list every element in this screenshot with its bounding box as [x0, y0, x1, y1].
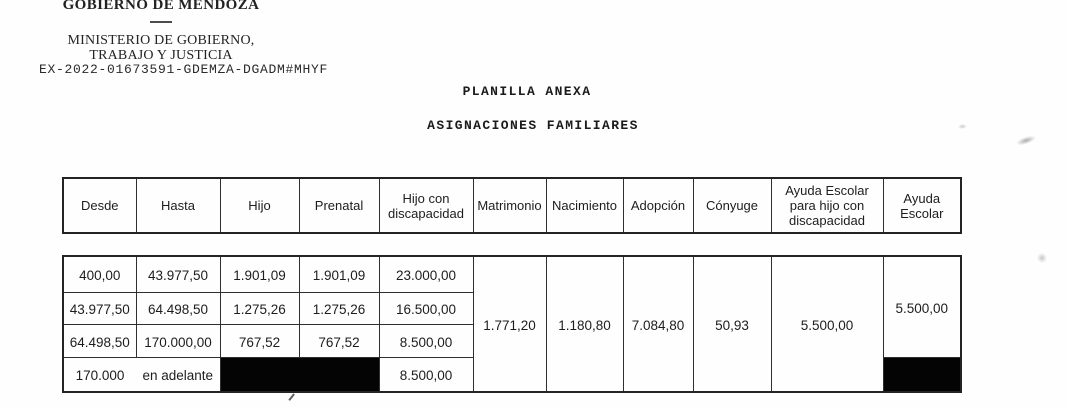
scan-smudge: [1015, 134, 1036, 147]
ministry-name-line1: MINISTERIO DE GOBIERNO,: [67, 33, 255, 48]
cell-prenatal: 1.275,26: [299, 292, 379, 324]
cell-adopcion: 7.084,80: [623, 256, 693, 392]
header-hijo-con-discapacidad: Hijo con discapacidad: [379, 178, 473, 233]
header-hasta: Hasta: [136, 178, 220, 233]
document-title: PLANILLA ANEXA: [462, 84, 592, 99]
asignaciones-table-header: [62, 177, 962, 234]
ministry-name-line2: TRABAJO Y JUSTICIA: [89, 48, 233, 63]
cell-hijo-discapacidad: 8.500,00: [379, 324, 473, 357]
redacted-cell-hijo-prenatal: [220, 357, 379, 392]
cell-hijo-discapacidad: 8.500,00: [379, 357, 473, 392]
header-hijo: Hijo: [220, 178, 299, 233]
cell-matrimonio: 1.771,20: [473, 256, 546, 392]
asignaciones-table-body: [62, 255, 962, 393]
org-name: GOBIERNO DE MENDOZA: [62, 0, 260, 13]
header-desde: Desde: [63, 178, 136, 233]
cell-hasta: 64.498,50: [136, 292, 220, 324]
letterhead: [0, 0, 322, 63]
cell-ayuda-escolar: 5.500,00: [883, 256, 961, 357]
cell-desde: 170.000: [63, 357, 136, 392]
header-ayuda-escolar-discapacidad: Ayuda Escolar para hijo con discapacidad: [771, 178, 883, 233]
cell-desde: 64.498,50: [63, 324, 136, 357]
document-subtitle: ASIGNACIONES FAMILIARES: [427, 118, 639, 133]
cell-ayuda-escolar-discapacidad: 5.500,00: [771, 256, 883, 392]
cell-desde: 43.977,50: [63, 292, 136, 324]
header-matrimonio: Matrimonio: [473, 178, 546, 233]
cell-hijo-discapacidad: 23.000,00: [379, 256, 473, 292]
header-row: [63, 178, 961, 233]
cell-prenatal: 1.901,09: [299, 256, 379, 292]
redacted-cell-ayuda-escolar: [883, 357, 961, 392]
cell-hasta: 170.000,00: [136, 324, 220, 357]
cell-hijo: 767,52: [220, 324, 299, 357]
cell-nacimiento: 1.180,80: [546, 256, 623, 392]
cell-conyuge: 50,93: [693, 256, 771, 392]
header-ayuda-escolar: Ayuda Escolar: [883, 178, 961, 233]
header-prenatal: Prenatal: [299, 178, 379, 233]
scan-tick-mark: [288, 393, 299, 404]
header-conyuge: Cónyuge: [693, 178, 771, 233]
letterhead-divider: [150, 21, 172, 23]
cell-hijo: 1.275,26: [220, 292, 299, 324]
cell-hijo: 1.901,09: [220, 256, 299, 292]
table-row: [63, 256, 961, 292]
cell-desde: 400,00: [63, 256, 136, 292]
cell-hasta: 43.977,50: [136, 256, 220, 292]
scan-smudge: [1036, 253, 1048, 263]
cell-prenatal: 767,52: [299, 324, 379, 357]
cell-hijo-discapacidad: 16.500,00: [379, 292, 473, 324]
cell-hasta: en adelante: [136, 357, 220, 392]
header-nacimiento: Nacimiento: [546, 178, 623, 233]
file-number: EX-2022-01673591-GDEMZA-DGADM#MHYF: [39, 62, 329, 77]
header-adopcion: Adopción: [623, 178, 693, 233]
